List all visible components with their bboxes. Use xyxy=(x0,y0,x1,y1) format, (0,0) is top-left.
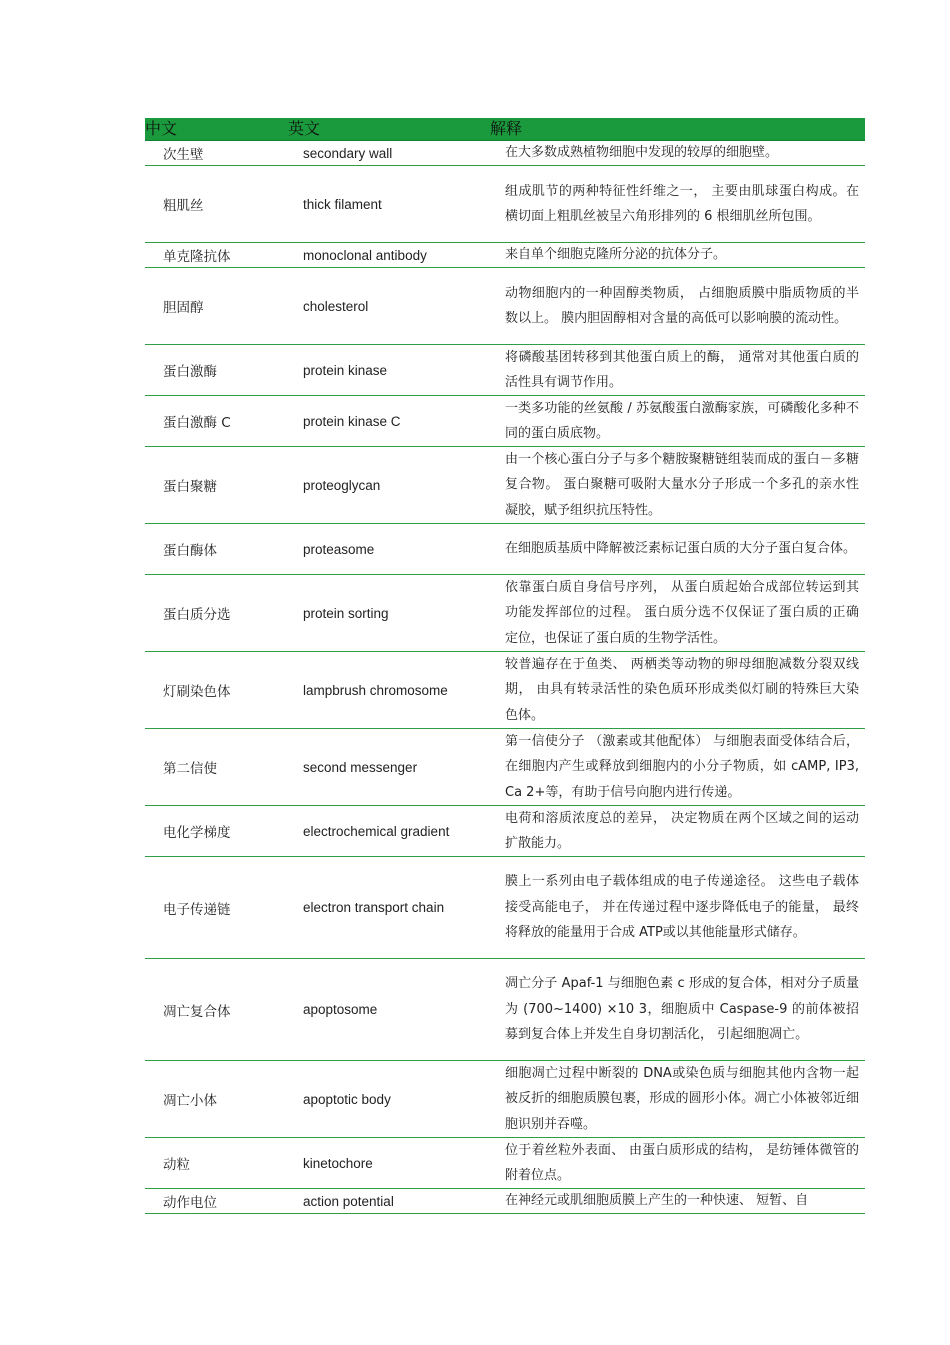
term-chinese: 凋亡小体 xyxy=(163,1093,217,1109)
table-row xyxy=(145,141,865,166)
term-chinese: 蛋白激酶 C xyxy=(163,415,231,431)
table-row xyxy=(145,575,865,652)
table-row xyxy=(145,345,865,396)
term-explanation: 在大多数成熟植物细胞中发现的较厚的细胞壁。 xyxy=(505,145,779,161)
term-chinese: 蛋白酶体 xyxy=(163,543,217,559)
term-chinese: 次生壁 xyxy=(163,147,204,163)
term-chinese: 动粒 xyxy=(163,1157,190,1173)
term-english: apoptosome xyxy=(303,1002,378,1017)
table-row xyxy=(145,806,865,857)
term-explanation: 较普遍存在于鱼类、 两栖类等动物的卵母细胞减数分裂双线期， 由具有转录活性的染色质环形成类似灯刷的特殊巨大染色体。 xyxy=(505,656,859,723)
term-english: proteoglycan xyxy=(303,477,381,493)
term-english: apoptotic body xyxy=(303,1091,391,1107)
term-english: proteasome xyxy=(303,541,375,557)
term-chinese: 蛋白聚糖 xyxy=(163,479,217,495)
table-row xyxy=(145,524,865,575)
term-english: second messenger xyxy=(303,759,418,775)
term-chinese: 凋亡复合体 xyxy=(163,1003,231,1020)
header-english: 英文 xyxy=(288,119,321,138)
header-chinese: 中文 xyxy=(145,119,178,138)
term-chinese: 胆固醇 xyxy=(163,300,204,316)
term-explanation: 一类多功能的丝氨酸 / 苏氨酸蛋白激酶家族，可磷酸化多种不同的蛋白质底物。 xyxy=(505,400,859,441)
table-row xyxy=(145,268,865,345)
table-row xyxy=(145,729,865,806)
term-chinese: 动作电位 xyxy=(163,1195,217,1211)
term-explanation: 在细胞质基质中降解被泛素标记蛋白质的大分子蛋白复合体。 xyxy=(505,541,857,557)
table-row xyxy=(145,1061,865,1138)
term-english: protein kinase C xyxy=(303,413,401,429)
term-english: electrochemical gradient xyxy=(303,823,450,839)
term-english: protein sorting xyxy=(303,605,389,621)
term-explanation: 动物细胞内的一种固醇类物质， 占细胞质膜中脂质物质的半数以上。 膜内胆固醇相对含量的高低可以影响膜的流动性。 xyxy=(505,285,859,326)
table-row xyxy=(145,652,865,729)
term-chinese: 电化学梯度 xyxy=(163,825,231,841)
term-explanation: 细胞凋亡过程中断裂的 DNA或染色质与细胞其他内含物一起被反折的细胞质膜包裹，形成的圆形小体。凋亡小体被邻近细胞识别并吞噬。 xyxy=(505,1065,859,1132)
table-row xyxy=(145,396,865,447)
glossary-table xyxy=(145,118,865,1214)
term-english: action potential xyxy=(303,1193,394,1209)
term-explanation: 位于着丝粒外表面、 由蛋白质形成的结构， 是纺锤体微管的附着位点。 xyxy=(505,1142,859,1183)
term-explanation: 依靠蛋白质自身信号序列， 从蛋白质起始合成部位转运到其功能发挥部位的过程。 蛋白质分选不仅保证了蛋白质的正确定位，也保证了蛋白质的生物学活性。 xyxy=(505,579,859,646)
table-row xyxy=(145,857,865,959)
term-explanation: 凋亡分子 Apaf-1 与细胞色素 c 形成的复合体，相对分子质量为 (700~1400) ×10 3，细胞质中 Caspase-9 的前体被招募到复合体上并发生自身切割活化， 引起细胞凋亡。 xyxy=(505,976,859,1043)
term-english: electron transport chain xyxy=(303,900,445,915)
header-explanation: 解释 xyxy=(490,119,523,138)
table-row xyxy=(145,447,865,524)
term-chinese: 蛋白质分选 xyxy=(163,607,231,623)
term-chinese: 灯刷染色体 xyxy=(163,684,231,700)
term-chinese: 第二信使 xyxy=(163,761,217,777)
term-explanation: 在神经元或肌细胞质膜上产生的一种快速、 短暂、自 xyxy=(505,1193,809,1209)
term-explanation: 膜上一系列由电子载体组成的电子传递途径。 这些电子载体接受高能电子， 并在传递过程中逐步降低电子的能量， 最终将释放的能量用于合成 ATP或以其他能量形式储存。 xyxy=(505,874,859,941)
term-chinese: 电子传递链 xyxy=(163,901,231,918)
term-explanation: 将磷酸基团转移到其他蛋白质上的酶， 通常对其他蛋白质的活性具有调节作用。 xyxy=(505,349,859,390)
term-chinese: 单克隆抗体 xyxy=(163,249,231,265)
term-chinese: 粗肌丝 xyxy=(163,198,204,214)
table-row xyxy=(145,1189,865,1214)
term-english: lampbrush chromosome xyxy=(303,682,448,698)
term-explanation: 来自单个细胞克隆所分泌的抗体分子。 xyxy=(505,247,727,263)
table-row xyxy=(145,959,865,1061)
term-english: protein kinase xyxy=(303,362,388,378)
term-chinese: 蛋白激酶 xyxy=(163,364,217,380)
table-row xyxy=(145,243,865,268)
term-english: kinetochore xyxy=(303,1155,373,1171)
term-explanation: 组成肌节的两种特征性纤维之一， 主要由肌球蛋白构成。在横切面上粗肌丝被呈六角形排列的 6 根细肌丝所包围。 xyxy=(505,183,859,224)
term-english: secondary wall xyxy=(303,145,393,161)
term-english: monoclonal antibody xyxy=(303,247,427,263)
table-header xyxy=(145,118,865,141)
term-explanation: 由一个核心蛋白分子与多个糖胺聚糖链组装而成的蛋白－多糖复合物。 蛋白聚糖可吸附大量水分子形成一个多孔的亲水性凝胶，赋予组织抗压特性。 xyxy=(505,451,859,518)
table-row xyxy=(145,1138,865,1189)
term-explanation: 电荷和溶质浓度总的差异， 决定物质在两个区域之间的运动扩散能力。 xyxy=(505,810,859,851)
term-explanation: 第一信使分子 （激素或其他配体） 与细胞表面受体结合后，在细胞内产生或释放到细胞内的小分子物质，如 cAMP, IP3, Ca 2+等，有助于信号向胞内进行传递。 xyxy=(505,733,859,800)
term-english: cholesterol xyxy=(303,298,369,314)
term-english: thick filament xyxy=(303,196,382,212)
table-row xyxy=(145,166,865,243)
